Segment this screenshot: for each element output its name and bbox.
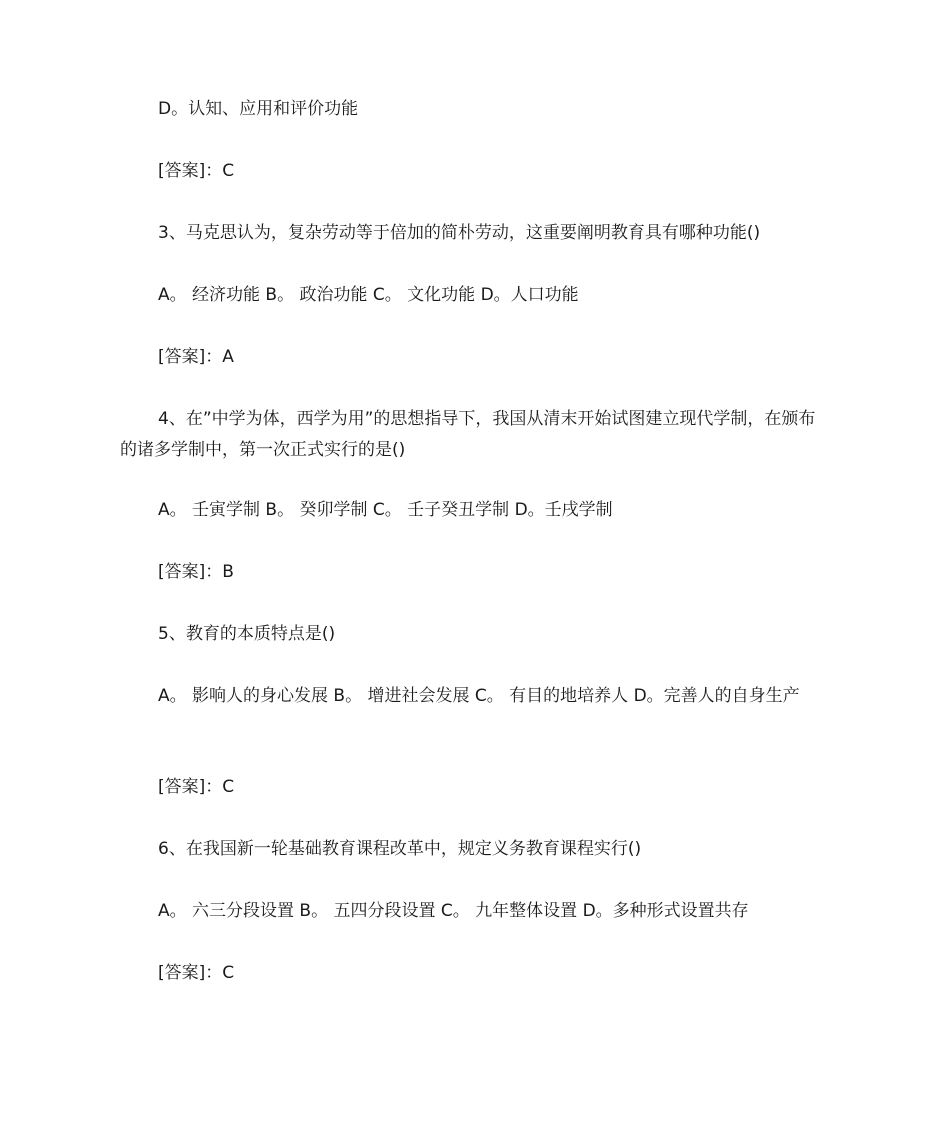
options-q3: A。 经济功能 B。 政治功能 C。 文化功能 D。人口功能 — [158, 285, 579, 305]
options-q5: A。 影响人的身心发展 B。 增进社会发展 C。 有目的地培养人 D。完善人的自身生产 — [158, 686, 800, 706]
answer-line-q2: [答案]：C — [158, 161, 235, 181]
question-3: 3、马克思认为，复杂劳动等于倍加的简朴劳动，这重要阐明教育具有哪种功能() — [158, 223, 761, 243]
option-line-q2: D。认知、应用和评价功能 — [158, 99, 359, 119]
question-5: 5、教育的本质特点是() — [158, 624, 336, 644]
answer-q5: [答案]：C — [158, 777, 235, 797]
answer-q3: [答案]：A — [158, 347, 234, 367]
answer-q4: [答案]：B — [158, 562, 234, 582]
question-6: 6、在我国新一轮基础教育课程改革中，规定义务教育课程实行() — [158, 839, 642, 859]
options-q4: A。 壬寅学制 B。 癸卯学制 C。 壬子癸丑学制 D。壬戌学制 — [158, 500, 613, 520]
options-q6: A。 六三分段设置 B。 五四分段设置 C。 九年整体设置 D。多种形式设置共存 — [158, 901, 749, 921]
answer-q6: [答案]：C — [158, 963, 235, 983]
question-4: 4、在”中学为体，西学为用”的思想指导下，我国从清末开始试图建立现代学制，在颁布的诸多学制中，第一次正式实行的是() — [120, 409, 816, 460]
